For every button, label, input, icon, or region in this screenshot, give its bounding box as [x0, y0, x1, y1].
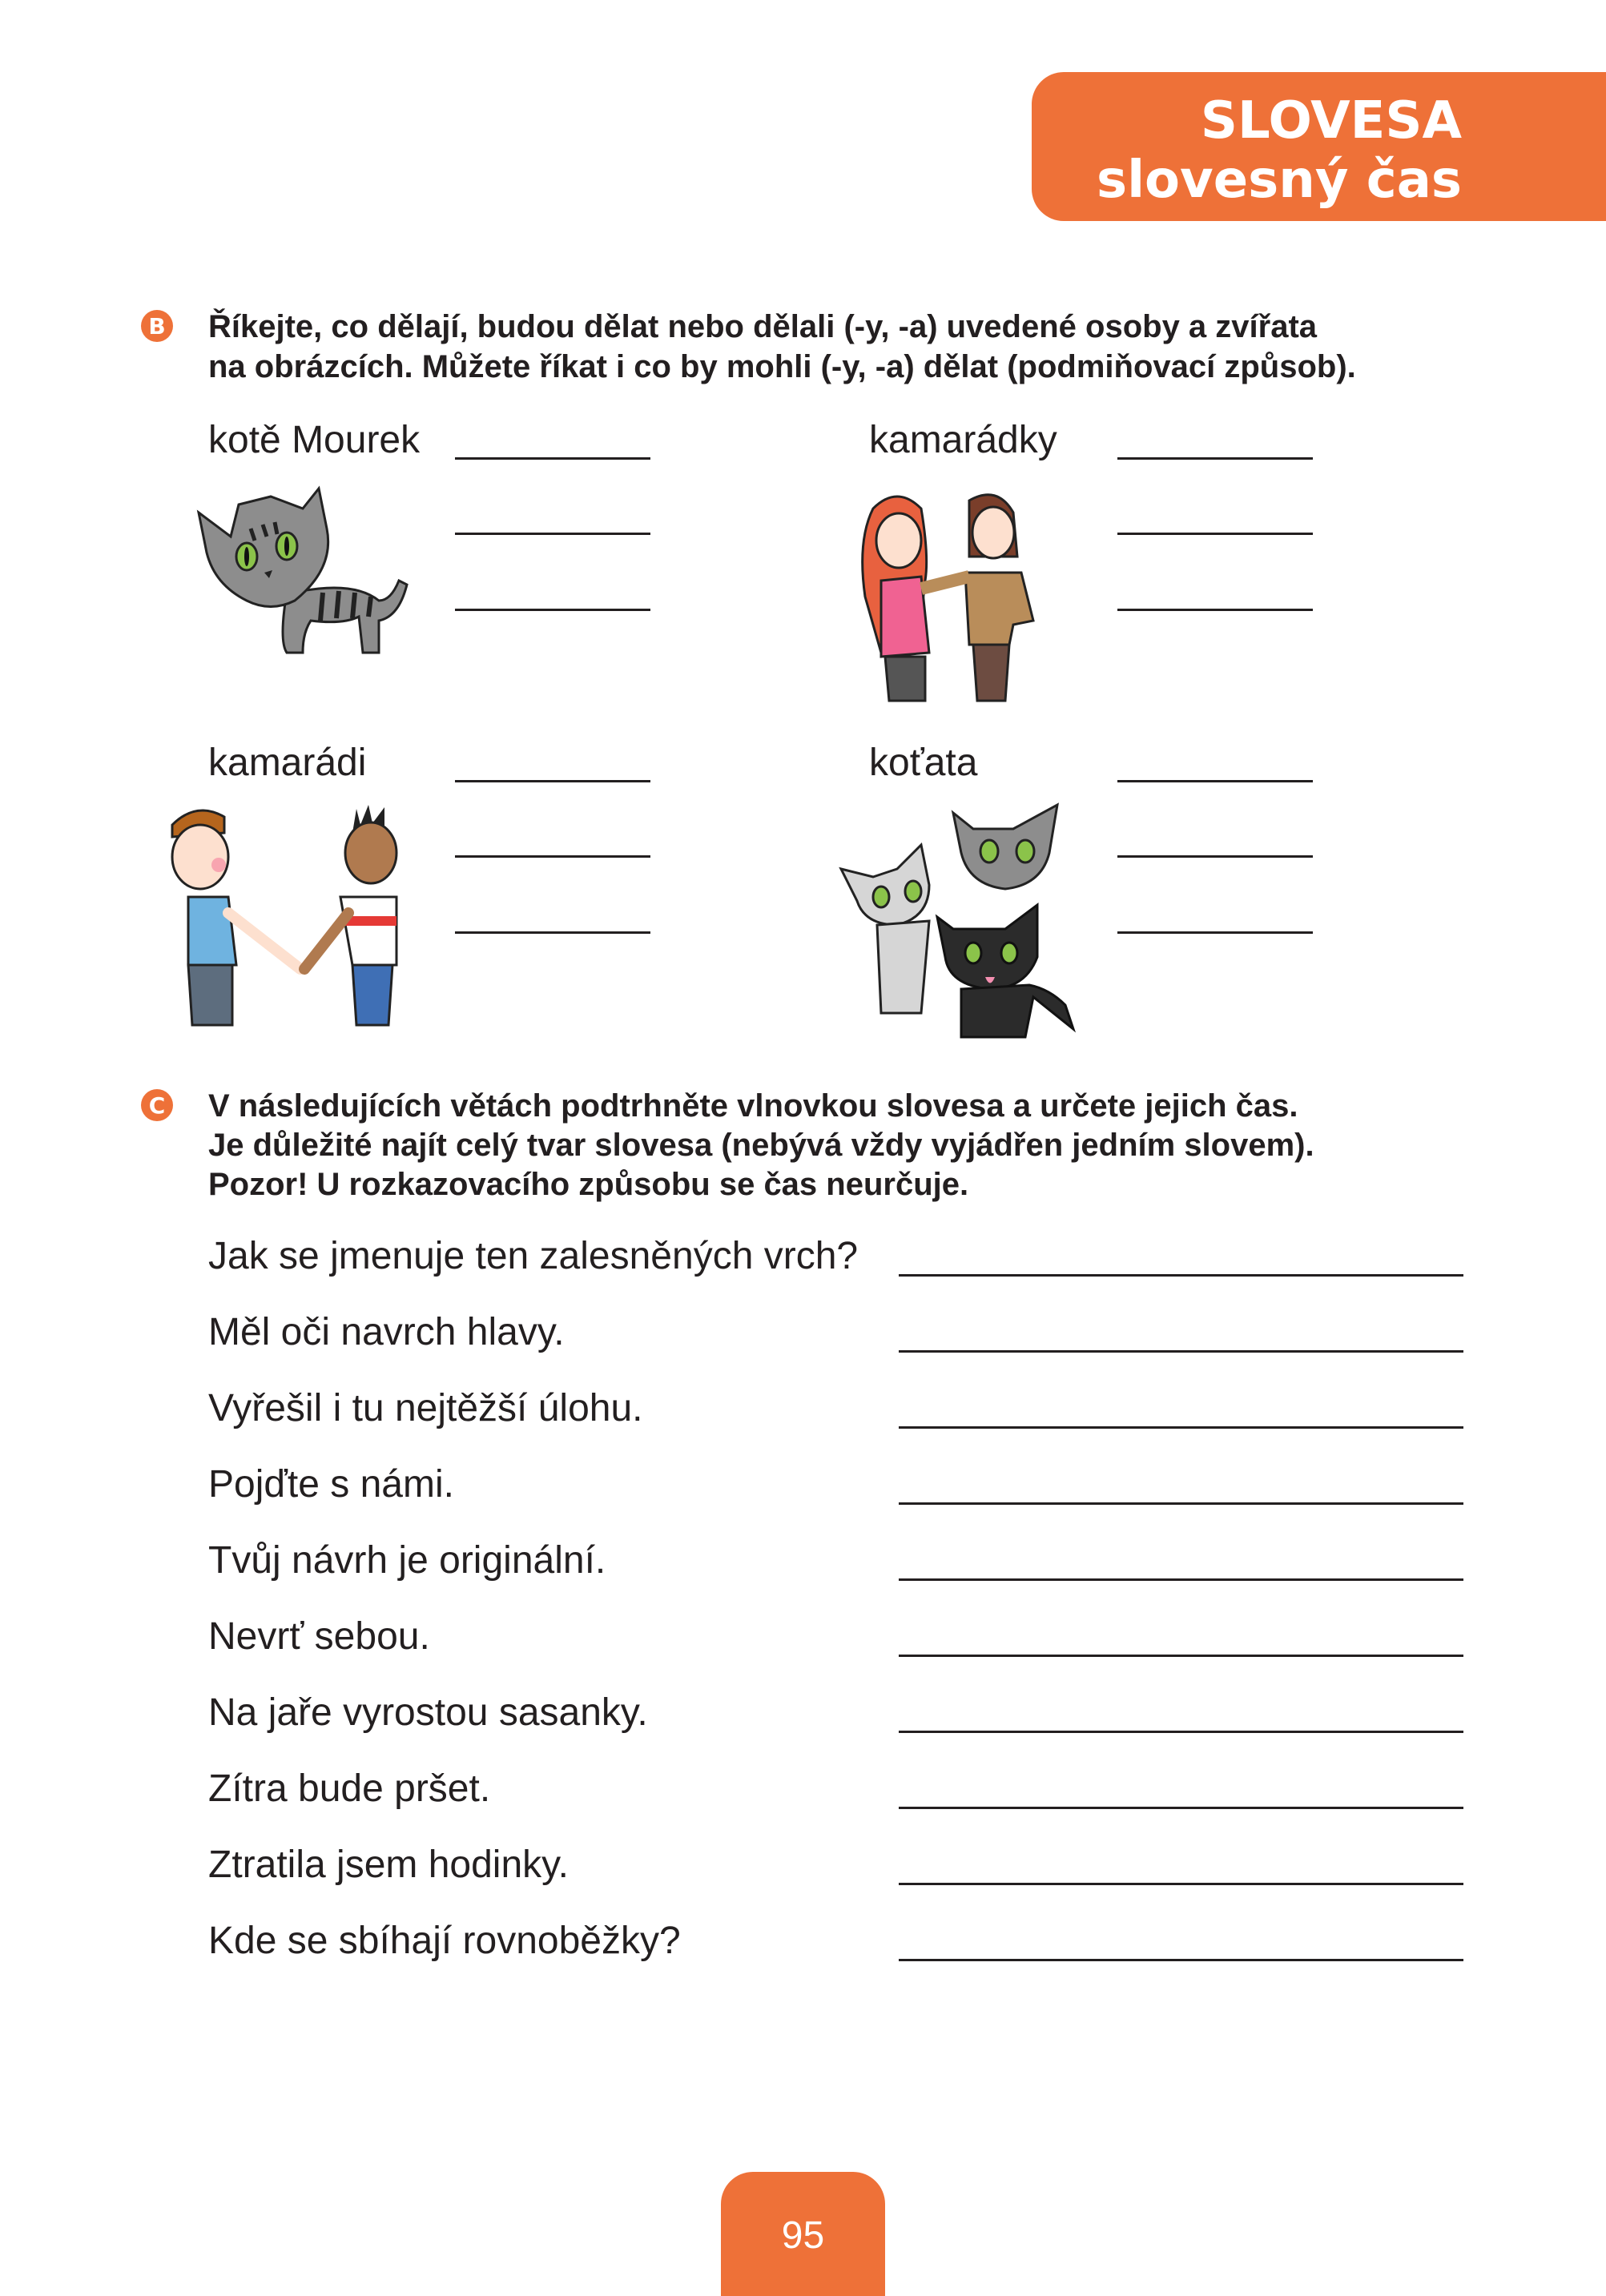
sentence-10: Kde se sbíhají rovnoběžky?: [208, 1920, 681, 1962]
answer-line[interactable]: [1117, 931, 1313, 934]
section-b-instruction-line1: Říkejte, co dělají, budou dělat nebo dělali (-y, -a) uvedené osoby a zvířata: [208, 309, 1318, 344]
answer-line[interactable]: [899, 1959, 1463, 1961]
answer-line[interactable]: [1117, 533, 1313, 535]
sentence-6: Nevrť sebou.: [208, 1615, 430, 1658]
item-label-kitten: kotě Mourek: [208, 419, 421, 461]
answer-line[interactable]: [899, 1807, 1463, 1809]
chapter-header-tab: [1032, 72, 1606, 221]
answer-line[interactable]: [1117, 780, 1313, 782]
answer-line[interactable]: [455, 533, 650, 535]
section-c-marker: C: [141, 1089, 173, 1121]
sentence-8: Zítra bude pršet.: [208, 1767, 491, 1810]
page-number: 95: [781, 2214, 825, 2257]
section-b-instruction-line2: na obrázcích. Můžete říkat i co by mohli (-y, -a) dělat (podmiňovací způsob).: [208, 349, 1356, 384]
chapter-title: SLOVESA: [1200, 91, 1462, 151]
sentence-5: Tvůj návrh je originální.: [208, 1539, 606, 1582]
answer-line[interactable]: [899, 1502, 1463, 1505]
answer-line[interactable]: [899, 1274, 1463, 1277]
chapter-subtitle: slovesný čas: [1097, 151, 1462, 210]
kitten-illustration: [183, 481, 415, 681]
section-c-instruction-line2: Je důležité najít celý tvar slovesa (nebývá vždy vyjádřen jedním slovem).: [208, 1128, 1314, 1163]
answer-line[interactable]: [455, 855, 650, 858]
answer-line[interactable]: [899, 1426, 1463, 1429]
item-label-boys: kamarádi: [208, 742, 367, 784]
answer-line[interactable]: [1117, 855, 1313, 858]
answer-line[interactable]: [899, 1578, 1463, 1581]
section-b-marker: B: [141, 310, 173, 342]
kittens-illustration: [833, 797, 1081, 1053]
answer-line[interactable]: [899, 1883, 1463, 1885]
answer-line[interactable]: [455, 457, 650, 460]
section-c-instruction-line1: V následujících větách podtrhněte vlnovkou slovesa a určete jejich čas.: [208, 1088, 1298, 1124]
answer-line[interactable]: [899, 1731, 1463, 1733]
answer-line[interactable]: [899, 1655, 1463, 1657]
sentence-9: Ztratila jsem hodinky.: [208, 1844, 569, 1886]
boys-handshake-illustration: [156, 801, 429, 1033]
answer-line[interactable]: [455, 609, 650, 611]
answer-line[interactable]: [1117, 457, 1313, 460]
sentence-2: Měl oči navrch hlavy.: [208, 1311, 565, 1353]
sentence-7: Na jaře vyrostou sasanky.: [208, 1691, 648, 1734]
page-number-tab: [721, 2172, 885, 2296]
answer-line[interactable]: [455, 780, 650, 782]
answer-line[interactable]: [455, 931, 650, 934]
girlfriends-illustration: [849, 485, 1049, 709]
sentence-3: Vyřešil i tu nejtěžší úlohu.: [208, 1387, 643, 1429]
answer-line[interactable]: [899, 1350, 1463, 1353]
answer-line[interactable]: [1117, 609, 1313, 611]
sentence-1: Jak se jmenuje ten zalesněných vrch?: [208, 1235, 859, 1277]
item-label-girlfriends: kamarádky: [869, 419, 1057, 461]
item-label-kittens: koťata: [869, 742, 978, 784]
sentence-4: Pojďte s námi.: [208, 1463, 454, 1506]
section-c-instruction-line3: Pozor! U rozkazovacího způsobu se čas neurčuje.: [208, 1167, 969, 1202]
